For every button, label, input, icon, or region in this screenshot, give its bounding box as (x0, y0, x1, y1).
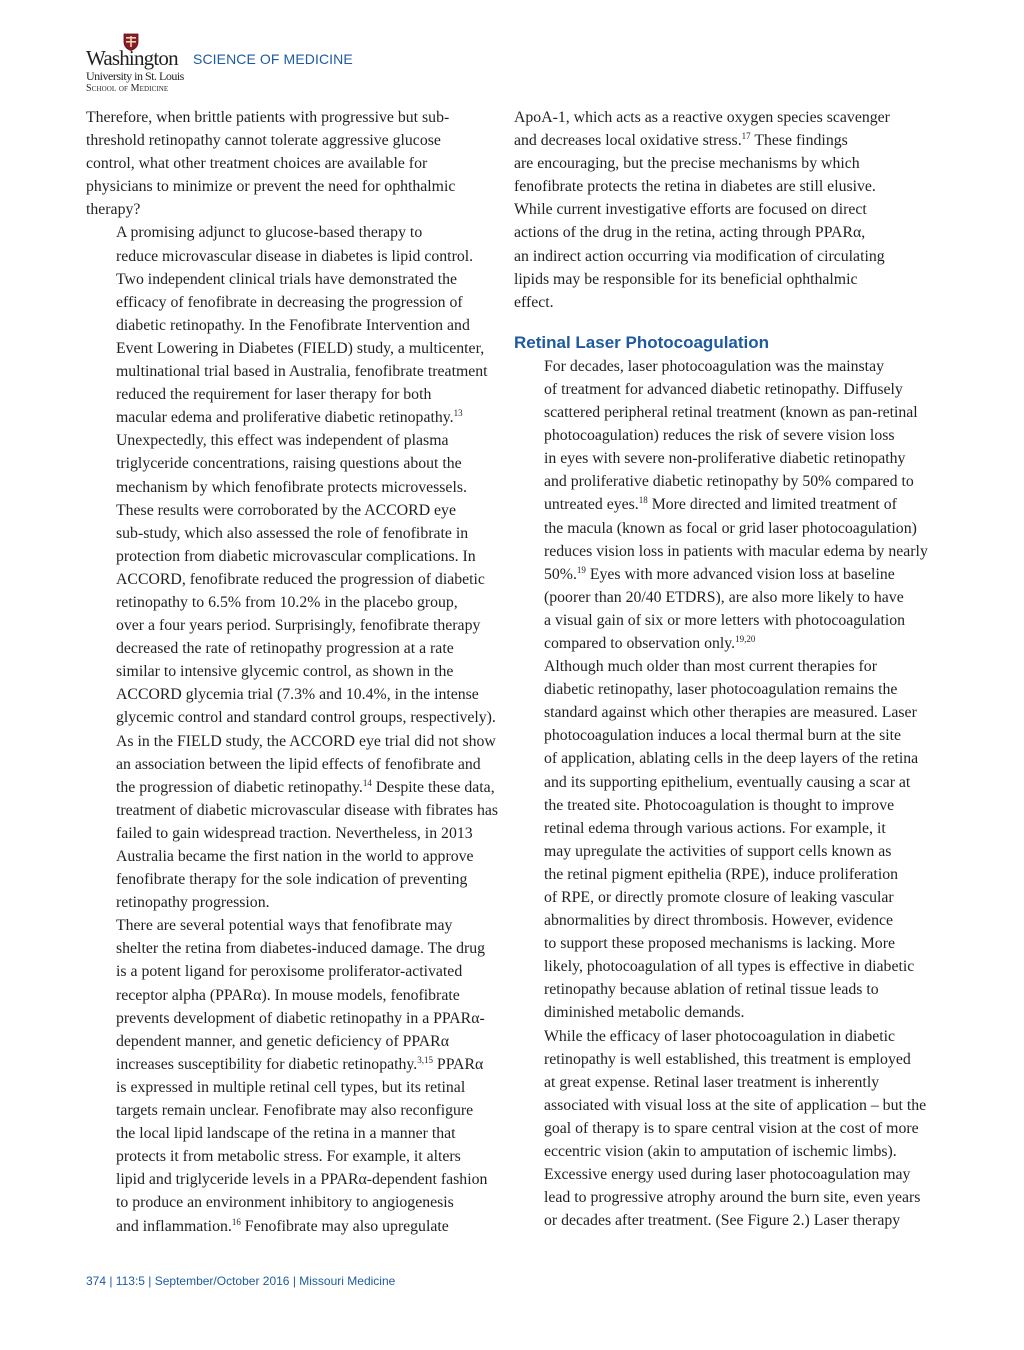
section-label: SCIENCE OF MEDICINE (193, 51, 353, 67)
text-line (514, 632, 920, 655)
text-line: likely, photocoagulation of all types is effective in diabetic (544, 958, 915, 976)
text-line (86, 1215, 492, 1238)
line-text: Despite these data, (371, 778, 495, 796)
text-line: threshold retinopathy cannot tolerate aggressive glucose (86, 132, 441, 150)
page-footer: 374 | 113:5 | September/October 2016 | Missouri Medicine (86, 1274, 396, 1288)
paragraph (86, 106, 492, 221)
text-line: control, what other treatment choices are available for (86, 155, 428, 173)
paragraph (514, 1025, 927, 1233)
text-line: reduced the requirement for laser therapy for both (116, 386, 432, 404)
text-line: triglyceride concentrations, raising questions about the (116, 455, 462, 473)
text-line: retinal edema through various actions. For example, it (544, 819, 886, 837)
text-line: retinopathy progression. (116, 894, 270, 912)
text-line: failed to gain widespread traction. Nevertheless, in 2013 (116, 824, 473, 842)
text-line: dependent manner, and genetic deficiency of PPARα (116, 1032, 449, 1050)
text-line: lead to progressive atrophy around the burn site, even years (544, 1189, 921, 1207)
logo-school: School of Medicine (86, 83, 169, 94)
text-line: scattered peripheral retinal treatment (known as pan-retinal (544, 404, 918, 422)
text-line: lipids may be responsible for its beneficial ophthalmic (514, 270, 858, 288)
left-column (86, 106, 499, 1238)
line-text: These findings (750, 132, 848, 150)
line-text: Fenofibrate may also upregulate (240, 1217, 449, 1235)
text-line: Australia became the first nation in the world to approve (116, 848, 474, 865)
text-line: of application, ablating cells in the deep layers of the retina (544, 750, 919, 768)
logo-wordmark: Washington (86, 46, 178, 70)
text-line: mechanism by which fenofibrate protects microvessels. (116, 478, 467, 496)
text-line: in eyes with severe non-proliferative diabetic retinopathy (544, 450, 906, 468)
paragraph (514, 106, 920, 314)
text-line: treatment of diabetic microvascular disease with fibrates has (116, 801, 499, 819)
text-line: retinopathy is well established, this treatment is employed (544, 1050, 911, 1068)
citation-superscript: 3,15 (417, 1054, 433, 1065)
text-line: As in the FIELD study, the ACCORD eye trial did not show (116, 732, 496, 750)
citation-superscript: 19,20 (735, 633, 756, 644)
text-line: Although much older than most current therapies for (544, 658, 877, 676)
text-line (86, 406, 492, 429)
text-line: eccentric vision (akin to amputation of ischemic limbs). (544, 1143, 897, 1161)
text-line (514, 563, 920, 586)
text-line (86, 776, 495, 799)
paragraph (514, 355, 928, 655)
text-line: sub-study, which also assessed the role of fenofibrate in (116, 524, 469, 542)
text-line: at great expense. Retinal laser treatment is inherently (544, 1073, 880, 1091)
text-line: effect. (514, 293, 554, 311)
text-line: retinopathy to 6.5% from 10.2% in the placebo group, (116, 593, 458, 611)
section-heading: Retinal Laser Photocoagulation (514, 332, 770, 352)
citation-superscript: 13 (453, 408, 463, 419)
text-line: the local lipid landscape of the retina in a manner that (116, 1125, 456, 1143)
citation-superscript: 18 (638, 495, 648, 506)
citation-superscript: 14 (362, 777, 372, 788)
text-line: ACCORD, fenofibrate reduced the progression of diabetic (116, 570, 485, 588)
line-text: and decreases local oxidative stress. (514, 132, 742, 150)
text-line: protects it from metabolic stress. For example, it alters (116, 1148, 461, 1166)
text-line: There are several potential ways that fenofibrate may (116, 917, 453, 935)
text-line (86, 1053, 492, 1076)
text-line: ApoA-1, which acts as a reactive oxygen species scavenger (514, 109, 890, 126)
text-line: Unexpectedly, this effect was independent of plasma (116, 432, 449, 450)
text-line: Excessive energy used during laser photocoagulation may (544, 1166, 911, 1184)
text-line: prevents development of diabetic retinopathy in a PPARα- (116, 1009, 485, 1027)
text-line: These results were corroborated by the ACCORD eye (116, 501, 456, 519)
text-line: similar to intensive glycemic control, as shown in the (116, 663, 454, 681)
text-line: are encouraging, but the precise mechanisms by which (514, 155, 860, 173)
text-line: of RPE, or directly promote closure of leaking vascular (544, 889, 894, 906)
text-line: receptor alpha (PPARα). In mouse models, fenofibrate (116, 986, 460, 1004)
text-line: an association between the lipid effects of fenofibrate and (116, 755, 481, 773)
text-line (514, 129, 920, 152)
text-line: the retinal pigment epithelia (RPE), induce proliferation (544, 865, 899, 883)
text-line: and its supporting epithelium, eventually causing a scar at (544, 773, 911, 791)
text-line: fenofibrate therapy for the sole indication of preventing (116, 871, 468, 889)
text-line: reduces vision loss in patients with macular edema by nearly (544, 542, 928, 560)
text-line: shelter the retina from diabetes-induced damage. The drug (116, 940, 486, 958)
text-line: abnormalities by direct thrombosis. However, evidence (544, 912, 893, 930)
text-line: and proliferative diabetic retinopathy by 50% compared to (544, 473, 914, 491)
text-line (514, 493, 920, 516)
paragraph (86, 221, 499, 914)
page-header (86, 33, 486, 93)
text-line: (poorer than 20/40 ETDRS), are also more likely to have (544, 588, 904, 606)
text-line: physicians to minimize or prevent the need for ophthalmic (86, 178, 456, 196)
text-line: to produce an environment inhibitory to angiogenesis (116, 1194, 454, 1212)
text-line: retinopathy because ablation of retinal tissue leads to (544, 981, 879, 999)
text-line: efficacy of fenofibrate in decreasing the progression of (116, 293, 463, 311)
text-line: goal of therapy is to spare central vision at the cost of more (544, 1119, 919, 1137)
text-line: diminished metabolic demands. (544, 1004, 745, 1022)
text-line: While the efficacy of laser photocoagulation in diabetic (544, 1027, 896, 1045)
text-line: or decades after treatment. (See Figure 2.) Laser therapy (544, 1212, 901, 1230)
line-text: compared to observation only. (544, 634, 736, 652)
line-text: More directed and limited treatment of (647, 496, 897, 514)
line-text: and inflammation. (116, 1217, 232, 1235)
text-line: photocoagulation induces a local thermal burn at the site (544, 727, 902, 745)
text-line: While current investigative efforts are focused on direct (514, 201, 867, 219)
text-line: decreased the rate of retinopathy progression at a rate (116, 640, 454, 658)
line-text: PPARα (432, 1055, 484, 1073)
line-text: 50%. (544, 565, 577, 583)
line-text: the progression of diabetic retinopathy. (116, 778, 363, 796)
line-text: untreated eyes. (544, 496, 639, 514)
text-line: is expressed in multiple retinal cell types, but its retinal (116, 1078, 466, 1096)
line-text: increases susceptibility for diabetic retinopathy. (116, 1055, 418, 1073)
text-line: A promising adjunct to glucose-based therapy to (116, 224, 423, 242)
text-line: over a four years period. Surprisingly, fenofibrate therapy (116, 617, 481, 635)
text-line: the treated site. Photocoagulation is thought to improve (544, 796, 895, 814)
text-line: associated with visual loss at the site of application – but the (544, 1096, 927, 1114)
text-line: standard against which other therapies are measured. Laser (544, 704, 917, 722)
text-line: glycemic control and standard control groups, respectively). (116, 709, 496, 727)
text-line: lipid and triglyceride levels in a PPARα-dependent fashion (116, 1171, 488, 1189)
text-line: Therefore, when brittle patients with progressive but sub- (86, 109, 450, 126)
text-line: of treatment for advanced diabetic retinopathy. Diffusely (544, 380, 903, 398)
text-line: therapy? (86, 201, 141, 219)
citation-superscript: 17 (741, 131, 751, 142)
line-text: Eyes with more advanced vision loss at baseline (585, 565, 895, 583)
paragraph (514, 655, 920, 1025)
citation-superscript: 16 (231, 1216, 241, 1227)
text-line: the macula (known as focal or grid laser photocoagulation) (544, 519, 917, 537)
text-line: is a potent ligand for peroxisome proliferator-activated (116, 963, 463, 981)
paragraph (86, 914, 492, 1237)
right-column (514, 106, 928, 1232)
text-line: a visual gain of six or more letters with photocoagulation (544, 611, 906, 629)
text-line: multinational trial based in Australia, fenofibrate treatment (116, 363, 488, 381)
text-line: fenofibrate protects the retina in diabetes are still elusive. (514, 178, 876, 196)
text-line: actions of the drug in the retina, acting through PPARα, (514, 224, 866, 242)
text-line: reduce microvascular disease in diabetes is lipid control. (116, 247, 474, 265)
text-line: protection from diabetic microvascular complications. In (116, 547, 476, 565)
text-line: Event Lowering in Diabetes (FIELD) study, a multicenter, (116, 339, 485, 357)
text-line: may upregulate the activities of support cells known as (544, 842, 892, 860)
text-line: an indirect action occurring via modification of circulating (514, 247, 885, 265)
text-line: diabetic retinopathy, laser photocoagulation remains the (544, 681, 898, 699)
text-line: For decades, laser photocoagulation was the mainstay (544, 357, 884, 375)
text-line: Two independent clinical trials have demonstrated the (116, 270, 458, 288)
text-line: photocoagulation) reduces the risk of severe vision loss (544, 427, 895, 445)
citation-superscript: 19 (576, 564, 586, 575)
text-line: ACCORD glycemia trial (7.3% and 10.4%, in the intense (116, 686, 479, 704)
line-text: macular edema and proliferative diabetic retinopathy. (116, 409, 454, 427)
text-line: diabetic retinopathy. In the Fenofibrate Intervention and (116, 316, 470, 334)
text-line: targets remain unclear. Fenofibrate may also reconfigure (116, 1102, 474, 1120)
text-line: to support these proposed mechanisms is lacking. More (544, 935, 895, 953)
logo-university: University in St. Louis (86, 69, 184, 83)
